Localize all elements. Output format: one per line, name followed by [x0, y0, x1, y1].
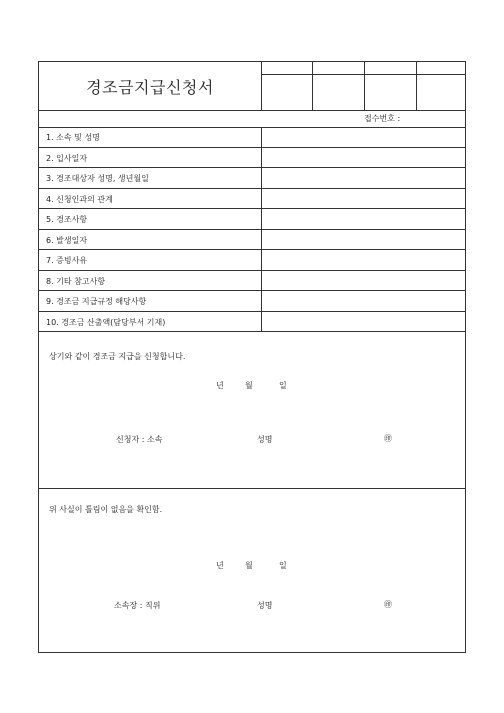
item-value-field[interactable] [261, 209, 465, 229]
table-row [39, 209, 465, 230]
approval-grid [261, 62, 466, 110]
applicant-affiliation-label: 신청자 : 소속 [116, 435, 163, 444]
date-year-label: 년 [216, 381, 224, 390]
item-label: 9. 경조금 지급규정 해당사항 [46, 297, 147, 306]
approval-sign-cell[interactable] [417, 75, 466, 110]
head-name-label: 성명 [257, 601, 273, 610]
item-value-field[interactable] [261, 312, 465, 332]
approval-header-cell [262, 62, 313, 75]
table-row [39, 250, 465, 271]
item-value-field[interactable] [261, 168, 465, 188]
date-year-label: 년 [216, 561, 224, 570]
application-form [38, 61, 466, 653]
item-label: 6. 발생일자 [46, 235, 88, 245]
item-value-field[interactable] [261, 230, 465, 250]
table-row [39, 148, 465, 169]
date-month-label: 월 [245, 561, 253, 570]
item-value-field[interactable] [261, 250, 465, 270]
table-row [39, 271, 465, 292]
application-statement: 상기와 같이 경조금 지급을 신청합니다. [49, 352, 186, 361]
table-row [39, 127, 465, 148]
item-label: 8. 기타 참고사항 [46, 276, 106, 286]
confirmation-section [39, 489, 465, 652]
item-value-field[interactable] [261, 291, 465, 311]
approval-sign-cell[interactable] [313, 75, 365, 110]
item-value-field[interactable] [261, 189, 465, 209]
table-row [39, 230, 465, 251]
receipt-number-row [39, 110, 465, 128]
table-row [39, 168, 465, 189]
table-row [39, 291, 465, 312]
item-label: 2. 입사일자 [46, 153, 88, 163]
item-label: 5. 경조사항 [46, 215, 88, 224]
applicant-name-label: 성명 [257, 435, 273, 444]
head-position-label: 소속장 : 직위 [114, 601, 161, 610]
form-title: 경조금지급신청서 [86, 77, 214, 97]
item-value-field[interactable] [261, 148, 465, 168]
form-header [39, 62, 465, 111]
item-value-field[interactable] [261, 271, 465, 291]
item-label: 10. 경조금 산출액(담당부서 기재) [46, 317, 166, 327]
table-row [39, 312, 465, 333]
approval-header-cell [417, 62, 466, 75]
receipt-number-label: 접수번호 : [364, 114, 401, 123]
approval-header-cell [313, 62, 365, 75]
head-seal-mark: ㊞ [384, 600, 392, 609]
approval-header-cell [365, 62, 417, 75]
item-label: 3. 경조대상자 성명, 생년월일 [46, 174, 149, 183]
application-section [39, 332, 465, 489]
item-label: 7. 증빙사유 [46, 256, 88, 265]
approval-sign-cell[interactable] [365, 75, 417, 110]
approval-sign-cell[interactable] [262, 75, 313, 110]
applicant-seal-mark: ㊞ [384, 434, 392, 443]
date-day-label: 일 [279, 381, 287, 390]
item-value-field[interactable] [261, 127, 465, 147]
item-label: 1. 소속 및 성명 [46, 133, 100, 142]
confirmation-statement: 위 사실이 틀림이 없음을 확인함. [49, 505, 163, 514]
table-row [39, 189, 465, 210]
item-label: 4. 신청인과의 관계 [46, 194, 113, 204]
date-day-label: 일 [279, 561, 287, 570]
date-month-label: 월 [245, 381, 253, 390]
